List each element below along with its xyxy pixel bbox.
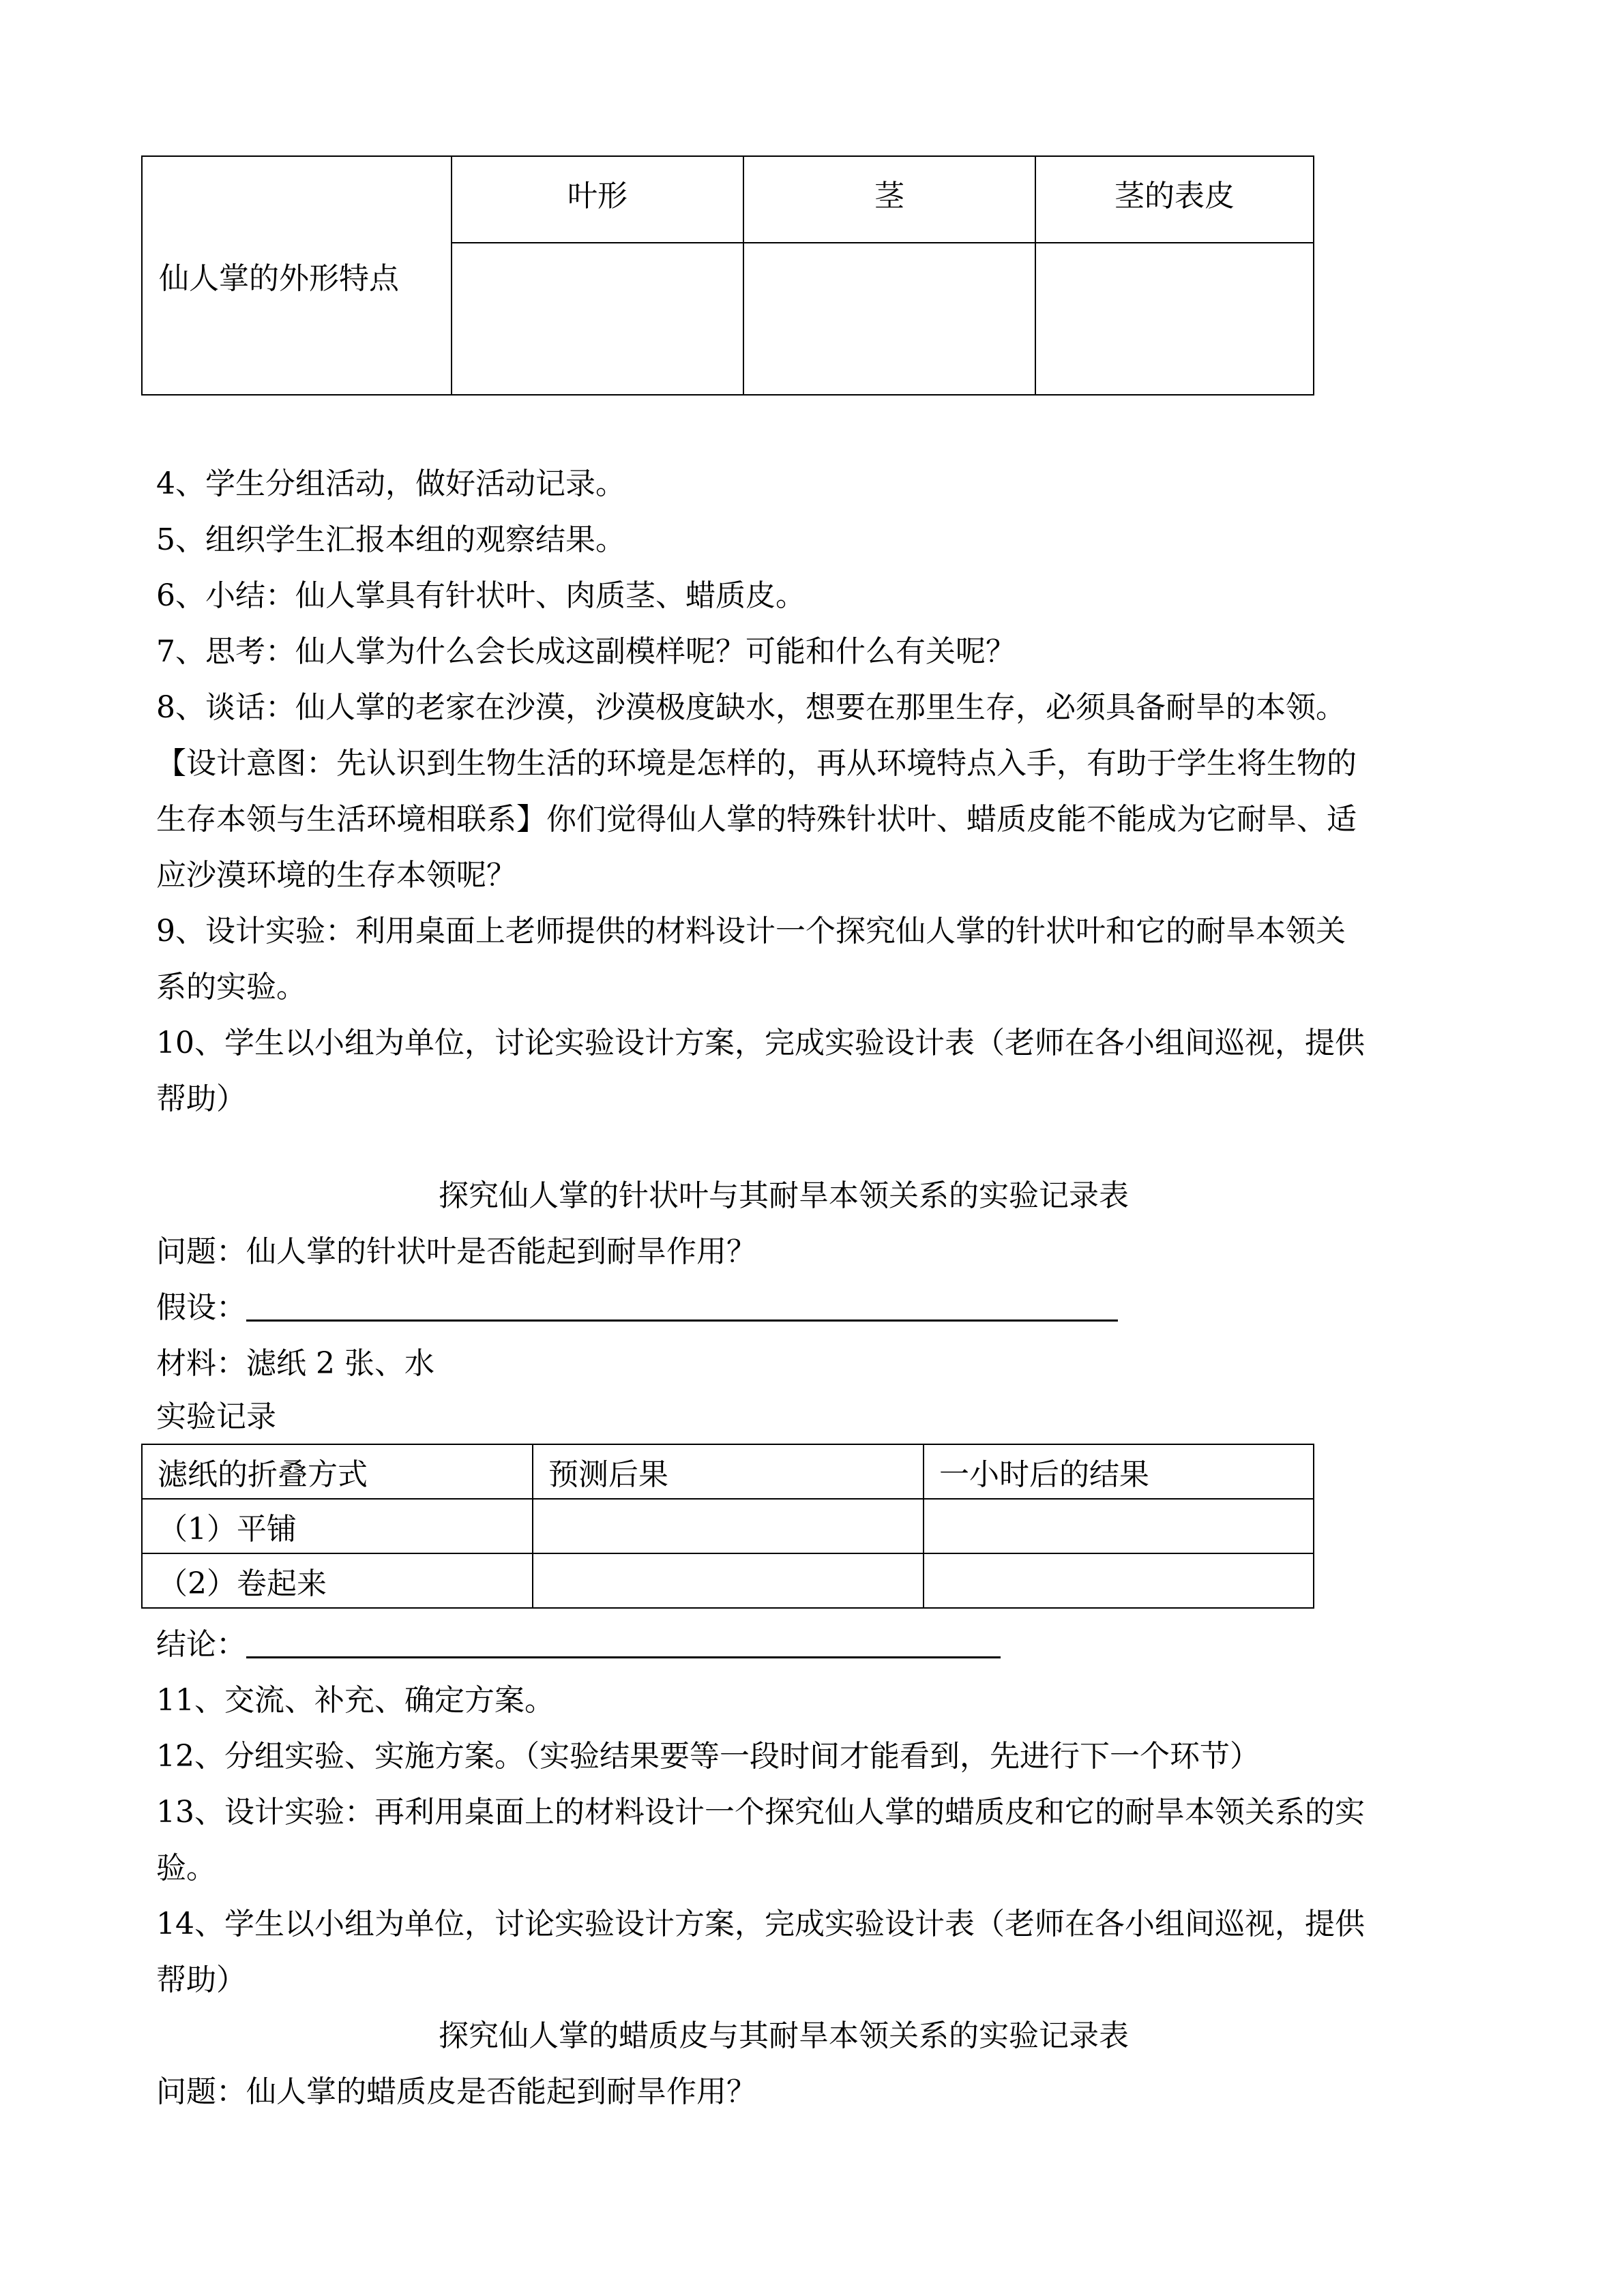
design-intent-line-1: 【设计意图：先认识到生物生活的环境是怎样的，再从环境特点入手，有助于学生将生物的 [156,746,1357,781]
record1-table [141,1444,1314,1609]
appearance-row-label: 仙人掌的外形特点 [142,156,452,395]
record1-hypothesis: 假设： [156,1280,1118,1336]
hypothesis-blank[interactable] [246,1289,1118,1322]
step-6: 6、小结：仙人掌具有针状叶、肉质茎、蜡质皮。 [156,578,806,613]
step-4: 4、学生分组活动，做好活动记录。 [156,466,625,501]
appearance-table [141,155,1314,396]
design-intent-line-2: 生存本领与生活环境相联系】你们觉得仙人掌的特殊针状叶、蜡质皮能不能成为它耐旱、适 [156,802,1357,837]
step-10-line-2: 帮助） [156,1082,246,1116]
step-13-line-1: 13、设计实验：再利用桌面上的材料设计一个探究仙人掌的蜡质皮和它的耐旱本领关系的实 [156,1795,1365,1830]
cell-leaf-shape [452,243,743,395]
cell-stem-skin [1035,243,1314,395]
header-stem-skin: 茎的表皮 [1035,156,1314,243]
step-9-line-2: 系的实验。 [156,970,306,1004]
header-result: 一小时后的结果 [924,1444,1314,1499]
design-intent-line-3: 应沙漠环境的生存本领呢？ [156,858,516,893]
record1-title: 探究仙人掌的针状叶与其耐旱本领关系的实验记录表 [439,1178,1129,1213]
result-cell [924,1499,1314,1553]
conclusion-blank[interactable] [246,1626,1001,1658]
table-row [142,1499,1314,1553]
step-12: 12、分组实验、实施方案。（实验结果要等一段时间才能看到，先进行下一个环节） [156,1739,1260,1774]
header-leaf-shape: 叶形 [452,156,743,243]
step-13-line-2: 验。 [156,1851,216,1885]
record1-materials: 材料：滤纸 2 张、水 [156,1346,434,1381]
step-14-line-1: 14、学生以小组为单位，讨论实验设计方案，完成实验设计表（老师在各小组间巡视，提供 [156,1907,1365,1941]
prediction-cell [533,1553,924,1608]
step-5: 5、组织学生汇报本组的观察结果。 [156,522,625,557]
step-9-line-1: 9、设计实验：利用桌面上老师提供的材料设计一个探究仙人掌的针状叶和它的耐旱本领关 [156,914,1346,949]
record1-conclusion: 结论： [156,1617,1001,1673]
header-stem: 茎 [743,156,1035,243]
step-7: 7、思考：仙人掌为什么会长成这副模样呢？可能和什么有关呢？ [156,634,1016,669]
header-prediction: 预测后果 [533,1444,924,1499]
table-row [142,1553,1314,1608]
result-cell [924,1553,1314,1608]
step-11: 11、交流、补充、确定方案。 [156,1683,555,1718]
fold-method-cell: （1）平铺 [142,1499,533,1553]
step-10-line-1: 10、学生以小组为单位，讨论实验设计方案，完成实验设计表（老师在各小组间巡视，提供 [156,1026,1365,1060]
record2-question: 问题：仙人掌的蜡质皮是否能起到耐旱作用？ [156,2074,756,2109]
step-14-line-2: 帮助） [156,1963,246,1997]
record1-question: 问题：仙人掌的针状叶是否能起到耐旱作用？ [156,1234,756,1269]
fold-method-cell: （2）卷起来 [142,1553,533,1608]
record1-record-label: 实验记录 [156,1399,276,1434]
cell-stem [743,243,1035,395]
header-fold-method: 滤纸的折叠方式 [142,1444,533,1499]
record2-title: 探究仙人掌的蜡质皮与其耐旱本领关系的实验记录表 [439,2018,1129,2053]
table-header-row [142,1444,1314,1499]
prediction-cell [533,1499,924,1553]
step-8: 8、谈话：仙人掌的老家在沙漠，沙漠极度缺水，想要在那里生存，必须具备耐旱的本领。 [156,690,1346,725]
